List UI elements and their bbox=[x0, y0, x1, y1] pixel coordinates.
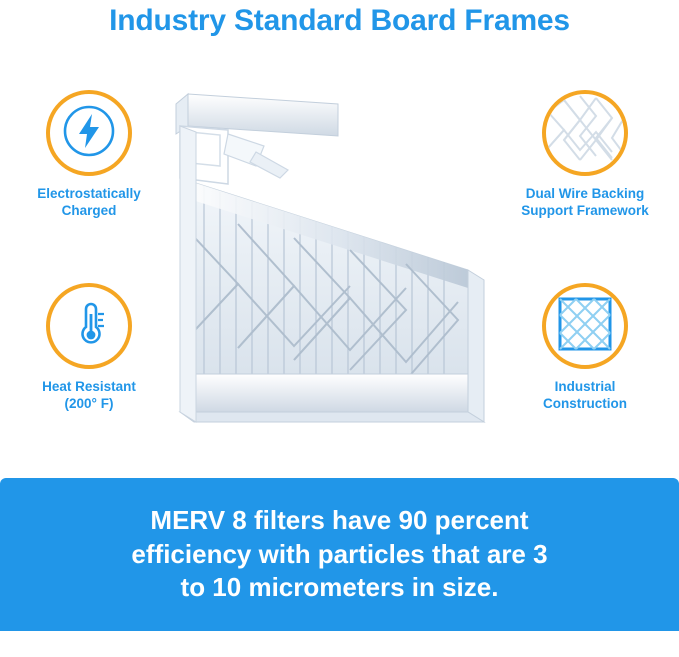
feature-icon-circle bbox=[46, 283, 132, 369]
feature-heat-resistant bbox=[4, 283, 174, 413]
info-banner bbox=[0, 478, 679, 631]
grid-frame-icon bbox=[556, 295, 614, 358]
feature-dual-wire-backing bbox=[500, 90, 670, 220]
caption-line-1: Dual Wire Backing bbox=[525, 186, 645, 201]
feature-electrostatically-charged bbox=[4, 90, 174, 220]
lightning-bolt-icon bbox=[62, 104, 116, 163]
caption-line-1: Electrostatically bbox=[37, 186, 141, 201]
product-image bbox=[168, 74, 498, 444]
caption-line-1: Heat Resistant bbox=[42, 379, 136, 394]
banner-line-2: efficiency with particles that are 3 bbox=[131, 538, 548, 569]
banner-line-1: MERV 8 filters have 90 percent bbox=[150, 504, 529, 535]
feature-caption bbox=[500, 185, 670, 220]
caption-line-2: Support Framework bbox=[521, 203, 649, 219]
feature-caption bbox=[4, 378, 174, 413]
feature-icon-circle bbox=[542, 90, 628, 176]
banner-line-3: to 10 micrometers in size. bbox=[180, 572, 499, 603]
feature-industrial-construction bbox=[500, 283, 670, 413]
feature-caption bbox=[500, 378, 670, 413]
feature-icon-circle bbox=[542, 283, 628, 369]
page-title: Industry Standard Board Frames bbox=[109, 4, 570, 37]
banner-text bbox=[107, 504, 571, 605]
caption-line-2: (200° F) bbox=[64, 396, 114, 412]
feature-icon-circle bbox=[46, 90, 132, 176]
caption-line-2: Charged bbox=[61, 203, 117, 219]
feature-caption bbox=[4, 185, 174, 220]
thermometer-icon bbox=[62, 297, 116, 356]
caption-line-2: Construction bbox=[543, 396, 627, 412]
wire-mesh-icon bbox=[546, 92, 624, 175]
caption-line-1: Industrial bbox=[554, 379, 616, 394]
